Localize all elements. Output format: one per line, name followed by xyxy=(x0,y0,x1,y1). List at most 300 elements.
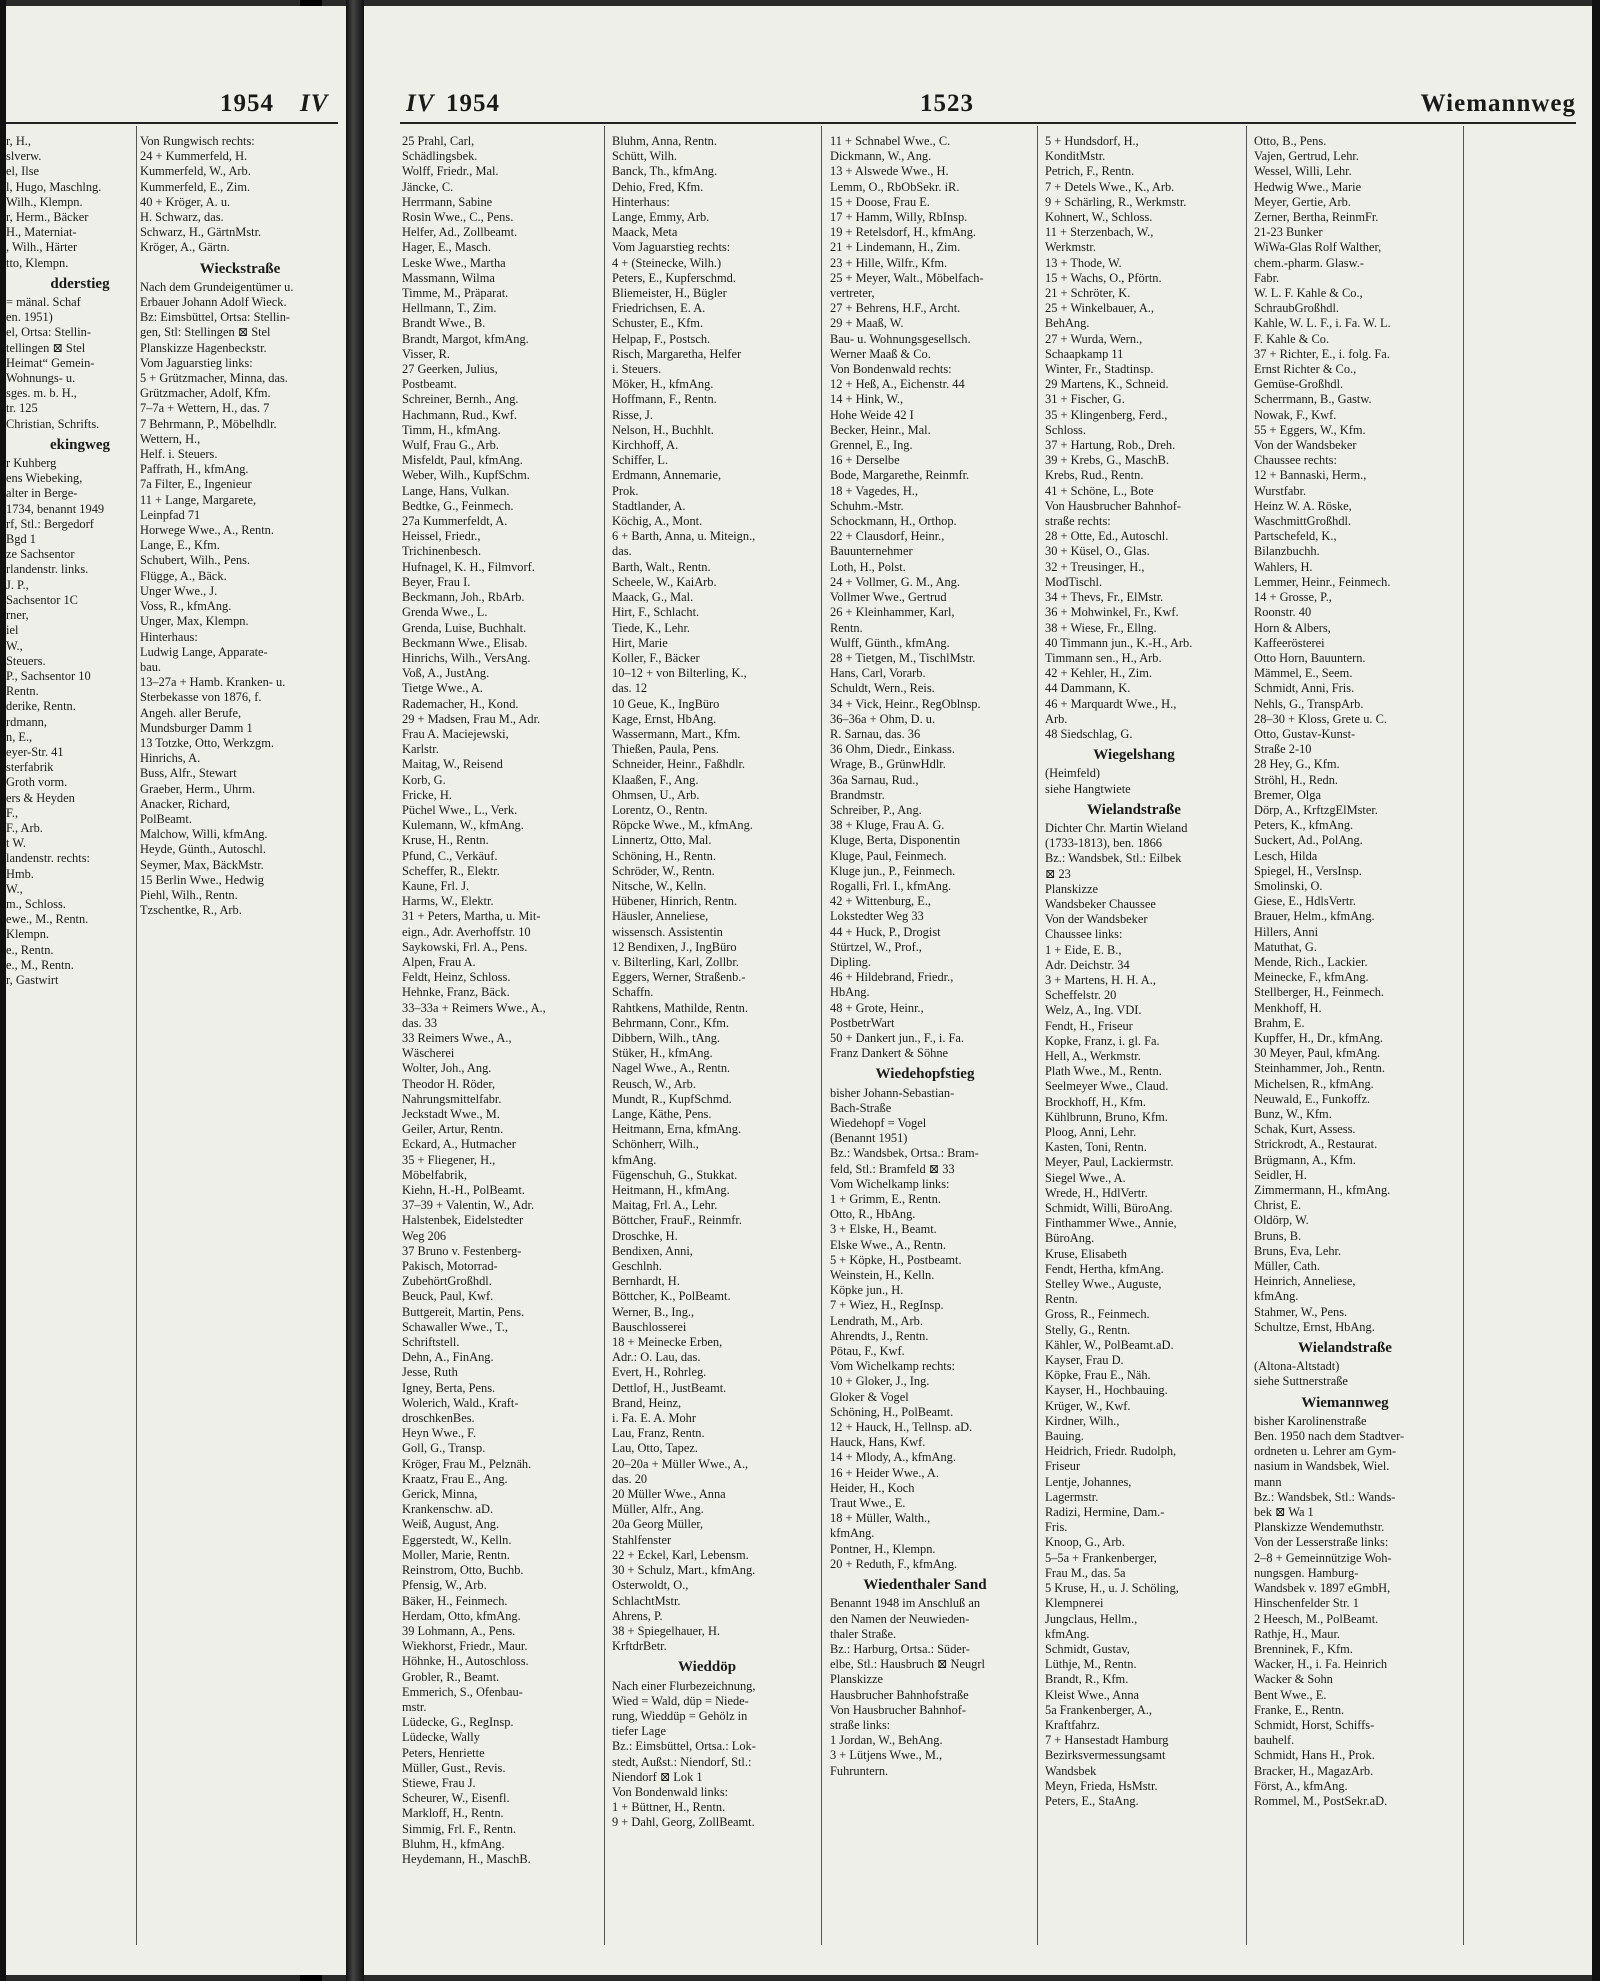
directory-entry: , Wilh., Härter xyxy=(6,240,78,255)
directory-entry: Moller, Marie, Rentn. xyxy=(402,1547,510,1562)
directory-entry: 40 Timmann jun., K.-H., Arb. xyxy=(1045,635,1193,650)
directory-entry: Schwarz, H., GärtnMstr. xyxy=(140,225,262,240)
directory-entry: 42 + Kehler, H., Zim. xyxy=(1045,666,1152,681)
directory-entry: Horwege Wwe., A., Rentn. xyxy=(140,523,274,538)
directory-entry: Beuck, Paul, Kwf. xyxy=(402,1289,494,1304)
directory-entry: 48 + Grote, Heinr., xyxy=(830,1000,924,1015)
street-heading: Wielandstraße xyxy=(1087,801,1181,818)
directory-entry: 16 + Derselbe xyxy=(830,453,900,468)
directory-entry: 41 + Schöne, L., Bote xyxy=(1045,483,1154,498)
directory-entry: 36–36a + Ohm, D. u. xyxy=(830,711,936,726)
directory-entry: 40 + Kröger, A. u. xyxy=(140,194,231,209)
directory-entry: 15 + Doose, Frau E. xyxy=(830,194,930,209)
directory-entry: Kupffer, H., Dr., kfmAng. xyxy=(1254,1030,1384,1045)
directory-entry: Helf. i. Steuers. xyxy=(140,447,218,462)
directory-entry: Lau, Franz, Rentn. xyxy=(612,1426,705,1441)
directory-entry: Giese, E., HdlsVertr. xyxy=(1254,894,1356,909)
directory-entry: Schönherr, Wilh., xyxy=(612,1137,699,1152)
directory-entry: Hinrichs, Wilh., VersAng. xyxy=(402,650,531,665)
directory-entry: Krankenschw. aD. xyxy=(402,1502,494,1517)
directory-entry: Bz.: Wandsbek, Ortsa.: Bram- xyxy=(830,1146,979,1161)
directory-entry: Unger Wwe., J. xyxy=(140,583,218,598)
directory-entry: Stadtlander, A. xyxy=(612,498,686,513)
directory-entry: Neuwald, E., Funkoffz. xyxy=(1254,1091,1371,1106)
directory-entry: Heimat“ Gemein- xyxy=(6,355,95,370)
directory-entry: ordneten u. Lehrer am Gym- xyxy=(1254,1444,1397,1459)
directory-entry: Kayser, Frau D. xyxy=(1045,1353,1124,1368)
directory-entry: Paffrath, H., kfmAng. xyxy=(140,462,249,477)
directory-entry: Brandmstr. xyxy=(830,787,885,802)
directory-entry: r, Gastwirt xyxy=(6,972,59,987)
directory-entry: Schneider, Heinr., Faßhdlr. xyxy=(612,757,746,772)
directory-entry: 10–12 + von Bilterling, K., xyxy=(612,666,747,681)
directory-entry: 42 + Wittenburg, E., xyxy=(830,894,932,909)
directory-entry: ewe., M., Rentn. xyxy=(6,912,89,927)
directory-entry: Franz Dankert & Söhne xyxy=(830,1046,949,1061)
directory-entry: Kluge, Paul, Feinmech. xyxy=(830,848,947,863)
directory-entry: v. Bilterling, Karl, Zollbr. xyxy=(612,954,739,969)
directory-entry: Frau A. Maciejewski, xyxy=(402,726,509,741)
header-section: IV xyxy=(406,90,435,117)
directory-entry: Beckmann, Joh., RbArb. xyxy=(402,590,525,605)
directory-entry: Kirchhoff, A. xyxy=(612,438,679,453)
directory-entry: Rentn. xyxy=(830,620,863,635)
directory-entry: 44 + Huck, P., Drogist xyxy=(830,924,941,939)
directory-entry: Piehl, Wilh., Rentn. xyxy=(140,887,238,902)
directory-entry: PolBeamt. xyxy=(140,811,192,826)
directory-entry: 20 + Reduth, F., kfmAng. xyxy=(830,1556,958,1571)
directory-entry: Voss, R., kfmAng. xyxy=(140,599,232,614)
directory-entry: Visser, R. xyxy=(402,346,450,361)
directory-entry: nungsgen. Hamburg- xyxy=(1254,1565,1359,1580)
directory-entry: thaler Straße. xyxy=(830,1626,897,1641)
directory-entry: Bz.: Harburg, Ortsa.: Süder- xyxy=(830,1641,970,1656)
directory-entry: Chaussee rechts: xyxy=(1254,453,1337,468)
directory-entry: Kaune, Frl. J. xyxy=(402,878,470,893)
page-number: 1523 xyxy=(920,90,974,117)
directory-entry: tr. 125 xyxy=(6,401,38,416)
directory-entry: 30 + Küsel, O., Glas. xyxy=(1045,544,1150,559)
directory-entry: wissensch. Assistentin xyxy=(612,924,723,939)
directory-entry: SchlachtMstr. xyxy=(612,1593,681,1608)
directory-entry: Bgd 1 xyxy=(6,532,36,547)
directory-entry: Wiekhorst, Friedr., Maur. xyxy=(402,1639,528,1654)
directory-entry: Wandsbeker Chaussee xyxy=(1045,896,1156,911)
directory-entry: Petrich, F., Rentn. xyxy=(1045,164,1135,179)
directory-entry: W., xyxy=(6,638,23,653)
directory-entry: Osterwoldt, O., xyxy=(612,1578,689,1593)
directory-entry: Pakisch, Motorrad- xyxy=(402,1259,498,1274)
directory-entry: Geschlnh. xyxy=(612,1259,662,1274)
directory-entry: Hausbrucher Bahnhofstraße xyxy=(830,1687,969,1702)
directory-entry: Harms, W., Elektr. xyxy=(402,894,494,909)
directory-entry: Meyer, Paul, Lackiermstr. xyxy=(1045,1155,1174,1170)
directory-entry: Fris. xyxy=(1045,1520,1068,1535)
directory-entry: 29 + Madsen, Frau M., Adr. xyxy=(402,711,541,726)
directory-entry: bisher Johann-Sebastian- xyxy=(830,1085,955,1100)
directory-entry: Höhnke, H., Autoschloss. xyxy=(402,1654,529,1669)
directory-entry: Hell, A., Werkmstr. xyxy=(1045,1048,1141,1063)
directory-entry: das. 33 xyxy=(402,1015,438,1030)
directory-entry: Pötau, F., Kwf. xyxy=(830,1344,905,1359)
directory-entry: 38 + Wiese, Fr., Ellng. xyxy=(1045,620,1157,635)
directory-entry: 32 + Treusinger, H., xyxy=(1045,559,1145,574)
directory-entry: Möker, H., kfmAng. xyxy=(612,377,714,392)
directory-entry: Traut Wwe., E. xyxy=(830,1496,906,1511)
directory-entry: Hedwig Wwe., Marie xyxy=(1254,179,1362,194)
directory-entry: Pfund, C., Verkäuf. xyxy=(402,848,498,863)
directory-entry: 3 + Martens, H. H. A., xyxy=(1045,972,1156,987)
directory-entry: Anacker, Richard, xyxy=(140,796,230,811)
directory-entry: Schockmann, H., Orthop. xyxy=(830,514,957,529)
directory-entry: Brahm, E. xyxy=(1254,1015,1305,1030)
directory-entry: Wilh., Klempn. xyxy=(6,194,83,209)
directory-entry: Peters, E., Kupferschmd. xyxy=(612,270,736,285)
directory-entry: Helpap, F., Postsch. xyxy=(612,331,711,346)
directory-entry: vertreter, xyxy=(830,286,875,301)
directory-entry: alter in Berge- xyxy=(6,486,78,501)
directory-entry: Klempn. xyxy=(6,927,50,942)
directory-entry: Wandsbek xyxy=(1045,1763,1097,1778)
directory-entry: Hmb. xyxy=(6,866,34,881)
directory-entry: KonditMstr. xyxy=(1045,149,1106,164)
directory-entry: Knoop, G., Arb. xyxy=(1045,1535,1125,1550)
directory-entry: Hachmann, Rud., Kwf. xyxy=(402,407,517,422)
directory-entry: Graeber, Herm., Uhrm. xyxy=(140,781,256,796)
directory-entry: Dehn, A., FinAng. xyxy=(402,1350,494,1365)
directory-entry: eyer-Str. 41 xyxy=(6,744,64,759)
directory-entry: Kühlbrunn, Bruno, Kfm. xyxy=(1045,1109,1168,1124)
directory-entry: 7 Behrmann, P., Möbelhdlr. xyxy=(140,416,277,431)
directory-entry: Heissel, Friedr., xyxy=(402,529,481,544)
directory-entry: Spiegel, H., VersInsp. xyxy=(1254,863,1362,878)
directory-entry: Ludwig Lange, Apparate- xyxy=(140,644,268,659)
directory-entry: sterfabrik xyxy=(6,760,54,775)
directory-entry: Hans, Carl, Vorarb. xyxy=(830,666,926,681)
directory-entry: Maitag, Frl. A., Lehr. xyxy=(612,1198,718,1213)
directory-entry: 9 + Dahl, Georg, ZollBeamt. xyxy=(612,1815,755,1830)
directory-entry: Meyn, Frieda, HsMstr. xyxy=(1045,1778,1158,1793)
directory-entry: Lemmer, Heinr., Feinmech. xyxy=(1254,574,1391,589)
directory-entry: Klaaßen, F., Ang. xyxy=(612,772,699,787)
directory-entry: Wied = Wald, düp = Niede- xyxy=(612,1693,749,1708)
directory-entry: Lüdecke, G., RegInsp. xyxy=(402,1715,514,1730)
directory-entry: en. 1951) xyxy=(6,310,53,325)
directory-entry: 2 Heesch, M., PolBeamt. xyxy=(1254,1611,1379,1626)
directory-entry: Kage, Ernst, HbAng. xyxy=(612,711,717,726)
directory-entry: Herdam, Otto, kfmAng. xyxy=(402,1608,521,1623)
directory-entry: 19 + Retelsdorf, H., kfmAng. xyxy=(830,225,977,240)
directory-entry: Matuthat, G. xyxy=(1254,939,1317,954)
directory-entry: Maack, G., Mal. xyxy=(612,590,694,605)
directory-entry: elbe, Stl.: Hausbruch ⊠ Neugrl xyxy=(830,1657,985,1672)
directory-entry: Koller, F., Bäcker xyxy=(612,650,700,665)
directory-entry: P., Sachsentor 10 xyxy=(6,668,91,683)
book-gutter xyxy=(346,0,364,1981)
directory-entry: bisher Karolinenstraße xyxy=(1254,1413,1367,1428)
directory-entry: Nach einer Flurbezeichnung, xyxy=(612,1678,756,1693)
directory-entry: Ahrens, P. xyxy=(612,1608,663,1623)
directory-entry: Grützmacher, Adolf, Kfm. xyxy=(140,386,271,401)
street-heading: Wiemannweg xyxy=(1301,1394,1389,1411)
directory-entry: Bode, Margarethe, Reinmfr. xyxy=(830,468,970,483)
directory-entry: Heinz W. A. Röske, xyxy=(1254,498,1352,513)
directory-entry: Von Hausbrucher Bahnhof- xyxy=(830,1702,967,1717)
directory-entry: Strickrodt, A., Restaurat. xyxy=(1254,1137,1378,1152)
directory-entry: Stiewe, Frau J. xyxy=(402,1775,476,1790)
directory-entry: Hirt, F., Schlacht. xyxy=(612,605,700,620)
directory-entry: Karlstr. xyxy=(402,742,439,757)
directory-entry: Brauer, Helm., kfmAng. xyxy=(1254,909,1375,924)
directory-entry: 2–8 + Gemeinnützige Woh- xyxy=(1254,1550,1392,1565)
directory-entry: 48 Siedschlag, G. xyxy=(1045,726,1133,741)
directory-entry: 25 + Winkelbauer, A., xyxy=(1045,301,1154,316)
directory-entry: Mende, Rich., Lackier. xyxy=(1254,954,1368,969)
directory-entry: Dipling. xyxy=(830,954,871,969)
directory-entry: Hinterhaus: xyxy=(612,194,670,209)
directory-entry: Seidler, H. xyxy=(1254,1167,1307,1182)
directory-entry: Rentn. xyxy=(1045,1292,1078,1307)
directory-entry: Bäker, H., Feinmech. xyxy=(402,1593,508,1608)
directory-entry: Scheele, W., KaiArb. xyxy=(612,574,717,589)
directory-entry: 21 + Schröter, K. xyxy=(1045,286,1131,301)
directory-entry: Korb, G. xyxy=(402,772,446,787)
directory-entry: Gloker & Vogel xyxy=(830,1389,909,1404)
directory-entry: Von der Lesserstraße links: xyxy=(1254,1535,1389,1550)
directory-entry: ze Sachsentor xyxy=(6,547,75,562)
directory-entry: Kahle, W. L. F., i. Fa. W. L. xyxy=(1254,316,1391,331)
directory-entry: derike, Rentn. xyxy=(6,699,76,714)
directory-entry: 21 + Lindemann, H., Zim. xyxy=(830,240,961,255)
directory-entry: Wiedehopf = Vogel xyxy=(830,1116,927,1130)
directory-entry: m., Schloss. xyxy=(6,896,66,911)
directory-entry: Vom Jaguarstieg links: xyxy=(140,355,253,370)
directory-entry: Mundt, R., KupfSchmd. xyxy=(612,1091,732,1106)
directory-entry: Otto, B., Pens. xyxy=(1254,134,1327,148)
directory-entry: 35 + Klingenberg, Ferd., xyxy=(1045,407,1168,422)
directory-entry: Ernst Richter & Co., xyxy=(1254,362,1357,377)
directory-entry: 50 + Dankert jun., F., i. Fa. xyxy=(830,1030,965,1045)
directory-entry: Scheurer, W., Eisenfl. xyxy=(402,1791,510,1806)
directory-entry: Lemm, O., RbObSekr. iR. xyxy=(830,179,960,194)
directory-entry: Heyn Wwe., F. xyxy=(402,1426,477,1441)
right-page-header xyxy=(364,90,1592,126)
directory-entry: Seelmeyer Wwe., Claud. xyxy=(1045,1079,1169,1094)
directory-entry: Schmidt, Willi, BüroAng. xyxy=(1045,1201,1173,1216)
directory-entry: das. xyxy=(612,544,632,559)
directory-entry: droschkenBes. xyxy=(402,1411,475,1426)
directory-entry: Vom Wichelkamp rechts: xyxy=(830,1359,955,1374)
directory-entry: Simmig, Frl. F., Rentn. xyxy=(402,1821,516,1836)
directory-entry: mstr. xyxy=(402,1699,427,1714)
directory-entry: Timm, H., kfmAng. xyxy=(402,422,501,437)
directory-entry: Dickmann, W., Ang. xyxy=(830,149,932,164)
directory-entry: Seymer, Max, BäckMstr. xyxy=(140,857,264,872)
directory-entry: Hoffmann, F., Rentn. xyxy=(612,392,717,407)
directory-entry: Theodor H. Röder, xyxy=(402,1076,496,1091)
directory-entry: Bau- u. Wohnungsgesellsch. xyxy=(830,331,971,346)
directory-entry: BehAng. xyxy=(1045,316,1090,331)
directory-entry: r, Herm., Bäcker xyxy=(6,210,89,225)
directory-entry: 18 + Meinecke Erben, xyxy=(612,1335,723,1350)
directory-entry: 12 + Hauck, H., Tellnsp. aD. xyxy=(830,1420,973,1435)
directory-entry: Kasten, Toni, Rentn. xyxy=(1045,1140,1147,1155)
directory-entry: 22 + Clausdorf, Heinr., xyxy=(830,529,945,544)
directory-entry: Weber, Wilh., KupfSchm. xyxy=(402,468,530,483)
directory-entry: kfmAng. xyxy=(1254,1289,1299,1304)
directory-entry: 5a Frankenberger, A., xyxy=(1045,1702,1152,1717)
directory-entry: 38 + Spiegelhauer, H. xyxy=(612,1623,721,1638)
directory-entry: BüroAng. xyxy=(1045,1231,1095,1246)
directory-entry: Schöning, H., Rentn. xyxy=(612,848,716,863)
book-edge-right xyxy=(1592,0,1600,1981)
left-page xyxy=(6,6,346,1975)
directory-entry: Frau M., das. 5a xyxy=(1045,1565,1126,1580)
directory-entry: Barth, Walt., Rentn. xyxy=(612,559,711,574)
directory-entry: Buss, Alfr., Stewart xyxy=(140,766,237,781)
directory-entry: e., M., Rentn. xyxy=(6,957,74,972)
directory-entry: Schmidt, Anni, Fris. xyxy=(1254,681,1355,696)
directory-entry: 31 + Fischer, G. xyxy=(1045,392,1125,407)
directory-entry: Rahtkens, Mathilde, Rentn. xyxy=(612,1000,748,1015)
directory-entry: Erbauer Johann Adolf Wieck. xyxy=(140,295,287,310)
directory-entry: Häusler, Anneliese, xyxy=(612,909,709,924)
directory-entry: Von der Wandsbeker xyxy=(1254,438,1357,453)
directory-entry: Plath Wwe., M., Rentn. xyxy=(1045,1064,1162,1079)
directory-entry: Schaapkamp 11 xyxy=(1045,346,1124,361)
directory-entry: W., xyxy=(6,881,23,896)
directory-entry: Schubert, Wilh., Pens. xyxy=(140,553,251,568)
directory-entry: = mänal. Schaf xyxy=(6,295,81,310)
directory-entry: 34 + Thevs, Fr., ElMstr. xyxy=(1045,590,1164,605)
directory-entry: n, E., xyxy=(6,729,33,744)
directory-entry: (Heimfeld) xyxy=(1045,766,1101,781)
directory-entry: Smolinski, O. xyxy=(1254,878,1323,893)
directory-entry: 7–7a + Wettern, H., das. 7 xyxy=(140,401,270,416)
directory-entry: Sachsentor 1C xyxy=(6,592,78,607)
directory-entry: 30 + Schulz, Mart., kfmAng. xyxy=(612,1563,756,1578)
directory-entry: Voß, A., JustAng. xyxy=(402,666,490,681)
directory-entry: Dichter Chr. Martin Wieland xyxy=(1045,820,1188,835)
directory-entry: 46 + Hildebrand, Friedr., xyxy=(830,970,954,985)
directory-entry: 37 + Richter, E., i. folg. Fa. xyxy=(1254,346,1390,361)
directory-entry: Hillers, Anni xyxy=(1254,924,1319,939)
directory-entry: Finthammer Wwe., Annie, xyxy=(1045,1216,1177,1231)
directory-entry: Gerick, Minna, xyxy=(402,1487,478,1502)
directory-entry: Brügmann, A., Kfm. xyxy=(1254,1152,1356,1167)
directory-entry: ens Wiebeking, xyxy=(6,471,83,486)
directory-entry: Peters, K., kfmAng. xyxy=(1254,818,1354,833)
street-heading: Wiegelshang xyxy=(1093,747,1175,764)
directory-entry: Wacker & Sohn xyxy=(1254,1672,1333,1687)
directory-entry: Kröger, A., Gärtn. xyxy=(140,240,230,255)
directory-entry: Hinterhaus: xyxy=(140,629,198,644)
directory-entry: Unger, Max, Klempn. xyxy=(140,614,249,629)
directory-entry: Von Bondenwald rechts: xyxy=(830,362,952,377)
directory-entry: Bilanzbuchh. xyxy=(1254,544,1320,559)
directory-entry: Eckard, A., Hutmacher xyxy=(402,1137,516,1152)
directory-entry: straße links: xyxy=(830,1717,891,1732)
street-heading: Wiedenthaler Sand xyxy=(863,1577,987,1594)
directory-entry: siehe Suttnerstraße xyxy=(1254,1374,1348,1389)
directory-entry: Benannt 1948 im Anschluß an xyxy=(830,1596,981,1611)
directory-entry: 7a Filter, E., Ingenieur xyxy=(140,477,252,492)
directory-entry: H. Schwarz, das. xyxy=(140,210,224,225)
directory-entry: 18 + Vagedes, H., xyxy=(830,483,918,498)
directory-entry: 27a Kummerfeldt, A. xyxy=(402,514,508,529)
directory-entry: Risse, J. xyxy=(612,407,653,422)
directory-entry: Nitsche, W., Kelln. xyxy=(612,878,707,893)
street-heading: Wieddöp xyxy=(677,1659,737,1676)
directory-entry: Scheffer, R., Elektr. xyxy=(402,863,500,878)
header-year: 1954 xyxy=(446,90,500,117)
directory-entry: 11 + Schnabel Wwe., C. xyxy=(830,134,951,148)
directory-entry: 36 + Mohwinkel, Fr., Kwf. xyxy=(1045,605,1179,620)
directory-entry: Rosin Wwe., C., Pens. xyxy=(402,210,514,225)
directory-entry: 28–30 + Kloss, Grete u. C. xyxy=(1254,711,1387,726)
directory-entry: Wettern, H., xyxy=(140,431,201,446)
directory-entry: Erdmann, Annemarie, xyxy=(612,468,722,483)
directory-entry: tto, Klempn. xyxy=(6,255,69,270)
directory-entry: Bracker, H., MagazArb. xyxy=(1254,1763,1374,1778)
directory-entry: Christian, Schrifts. xyxy=(6,416,100,431)
directory-entry: Rogalli, Frl. I., kfmAng. xyxy=(830,878,952,893)
directory-entry: Trichinenbesch. xyxy=(402,544,482,559)
directory-entry: Beyer, Frau I. xyxy=(402,574,471,589)
header-rule xyxy=(6,122,338,124)
directory-entry: Jesse, Ruth xyxy=(402,1365,458,1380)
directory-entry: Thießen, Paula, Pens. xyxy=(612,742,720,757)
directory-entry: 5 Kruse, H., u. J. Schöling, xyxy=(1045,1581,1179,1596)
directory-entry: Peters, E., StaAng. xyxy=(1045,1793,1139,1808)
header-rule xyxy=(400,122,1576,124)
directory-entry: Kraftfahrz. xyxy=(1045,1717,1100,1732)
directory-entry: F., xyxy=(6,805,19,820)
directory-entry: tiefer Lage xyxy=(612,1724,666,1739)
directory-entry: Meinecke, F., kfmAng. xyxy=(1254,970,1369,985)
column-rule xyxy=(1463,126,1464,1945)
directory-entry: 10 + Gloker, J., Ing. xyxy=(830,1374,930,1389)
directory-entry: Horn & Albers, xyxy=(1254,620,1331,635)
directory-entry: 13 + Thode, W. xyxy=(1045,255,1122,270)
column-4 xyxy=(1045,134,1223,1951)
directory-entry: ModTischl. xyxy=(1045,574,1103,589)
header-year: 1954 xyxy=(220,90,274,117)
directory-entry: Lorentz, O., Rentn. xyxy=(612,802,708,817)
directory-entry: Lagermstr. xyxy=(1045,1489,1099,1504)
directory-entry: Hübener, Hinrich, Rentn. xyxy=(612,894,738,909)
directory-entry: den Namen der Neuwieden- xyxy=(830,1611,970,1626)
directory-entry: Eggers, Werner, Straßenb.- xyxy=(612,970,746,985)
directory-entry: i. Steuers. xyxy=(612,362,662,377)
directory-entry: Von Hausbrucher Bahnhof- xyxy=(1045,498,1182,513)
directory-entry: Bruns, B. xyxy=(1254,1228,1302,1243)
column-rule xyxy=(1246,126,1247,1945)
directory-entry: Schuldt, Wern., Reis. xyxy=(830,681,935,696)
directory-entry: Straße 2-10 xyxy=(1254,742,1312,757)
street-heading: Wielandstraße xyxy=(1298,1340,1392,1357)
directory-entry: H., Materniat- xyxy=(6,225,77,240)
directory-entry: kfmAng. xyxy=(830,1526,875,1541)
directory-entry: Michelsen, R., kfmAng. xyxy=(1254,1076,1374,1091)
directory-entry: Kleist Wwe., Anna xyxy=(1045,1687,1140,1702)
directory-entry: Böttcher, FrauF., Reinmfr. xyxy=(612,1213,742,1228)
directory-entry: Schak, Kurt, Assess. xyxy=(1254,1122,1356,1137)
directory-entry: Oldörp, W. xyxy=(1254,1213,1309,1228)
directory-entry: Wassermann, Mart., Kfm. xyxy=(612,726,741,741)
directory-entry: Werkmstr. xyxy=(1045,240,1096,255)
directory-entry: Planskizze Wendemuthstr. xyxy=(1254,1520,1385,1535)
